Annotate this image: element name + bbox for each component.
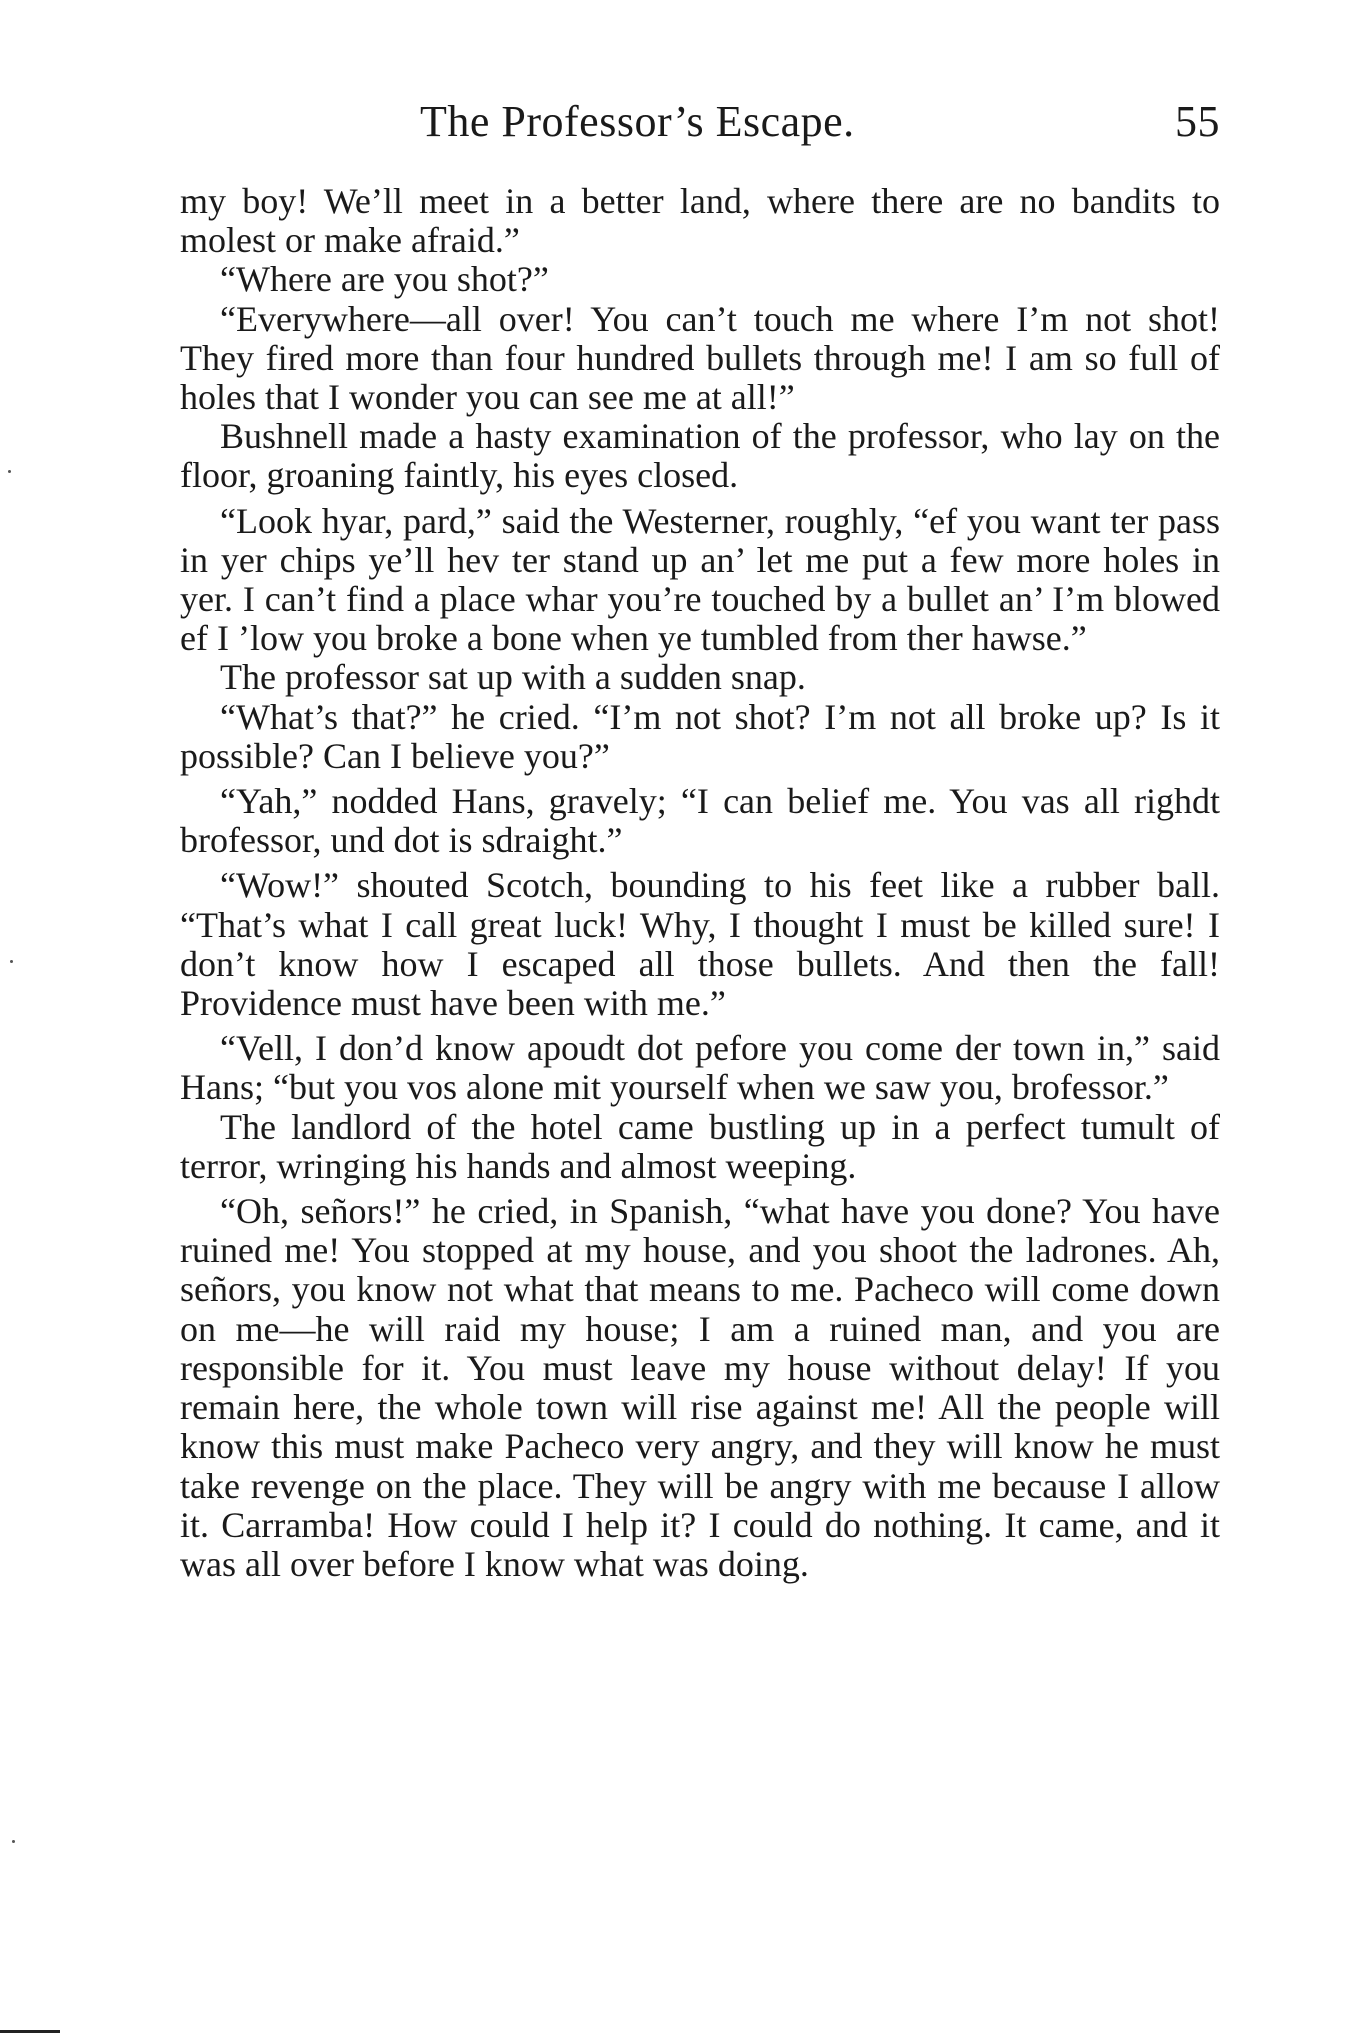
paper-speck <box>12 1840 15 1843</box>
paragraph: “Where are you shot?” <box>220 259 549 300</box>
page-edge-mark <box>0 2030 60 2033</box>
paragraph: The landlord of the hotel came bustling up in a perfect tumult of terror, wringing his hands and almost weeping. <box>180 1106 1220 1186</box>
paragraph: “Look hyar, pard,” said the Westerner, roughly, “ef you want ter pass in yer chips ye’ll hev ter stand up an’ let me put a few more holes in yer. I can’t find a place whar you’re touched by a bullet an’ I’m blowed ef I ’low you broke a bone when ye tumbled from ther hawse.” <box>180 500 1220 659</box>
paragraph: Bushnell made a hasty examination of the professor, who lay on the floor, groaning faintly, his eyes closed. <box>180 416 1220 496</box>
paragraph: “What’s that?” he cried. “I’m not shot? I’m not all broke up? Is it possible? Can I believe you?” <box>180 696 1220 776</box>
paragraph: “Yah,” nodded Hans, gravely; “I can belief me. You vas all righdt brofessor, und dot is sdraight.” <box>180 781 1220 861</box>
paragraph: “Vell, I don’d know apoudt dot pefore you come der town in,” said Hans; “but you vos alone mit yourself when we saw you, brofessor.” <box>180 1028 1220 1108</box>
paragraph: The professor sat up with a sudden snap. <box>220 657 806 698</box>
paper-speck <box>10 960 13 963</box>
paragraph: “Oh, señors!” he cried, in Spanish, “what have you done? You have ruined me! You stopped at my house, and you shoot the ladrones. Ah, señors, you know not what that means to me. Pacheco will come down on me—he will raid my house; I am a ruined man, and you are responsible for it. You must leave my house without delay! If you remain here, the whole town will rise against me! All the people will know this must make Pacheco very angry, and they will know he must take revenge on the place. They will be angry with me because I allow it. Carramba! How could I help it? I could do nothing. It came, and it was all over before I know what was doing. <box>180 1191 1220 1584</box>
paragraph: “Everywhere—all over! You can’t touch me where I’m not shot! They fired more than four hundred bullets through me! I am so full of holes that I wonder you can see me at all!” <box>180 298 1220 418</box>
paper-speck <box>8 470 11 473</box>
page-title: The Professor’s Escape. <box>420 97 855 146</box>
paragraph: “Wow!” shouted Scotch, bounding to his feet like a rubber ball. “That’s what I call great luck! Why, I thought I must be killed sure! I don’t know how I escaped all those bullets. And then the fall! Providence must have been with me.” <box>180 865 1220 1024</box>
text-body <box>180 182 1220 1584</box>
running-head <box>180 96 1220 156</box>
paragraph: my boy! We’ll meet in a better land, where there are no bandits to molest or make afraid.” <box>180 181 1220 261</box>
page-number: 55 <box>1175 97 1220 146</box>
